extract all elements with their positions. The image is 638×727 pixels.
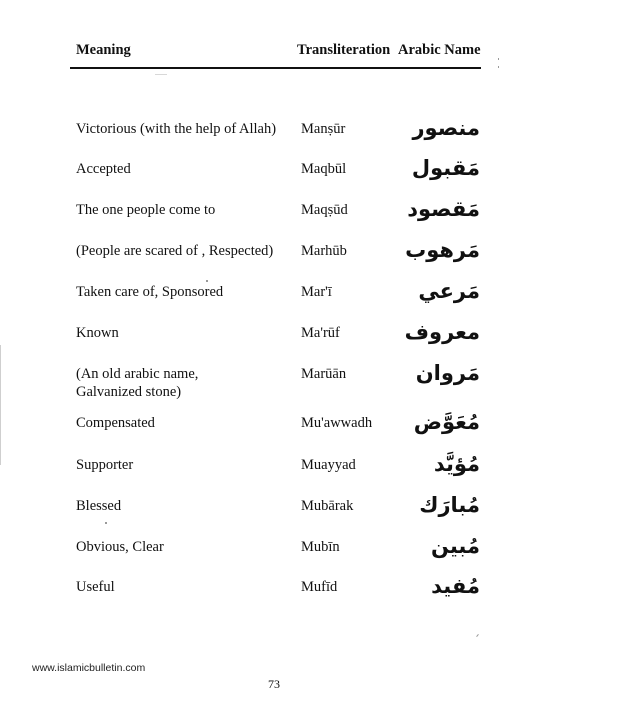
row-arabic-name: مَقصود: [407, 197, 480, 221]
row-meaning: Compensated: [76, 415, 155, 431]
row-meaning: (People are scared of , Respected): [76, 243, 274, 259]
row-meaning: (An old arabic name, Galvanized stone): [76, 366, 199, 400]
row-transliteration: Muayyad: [301, 457, 356, 473]
row-transliteration: Mar'ī: [301, 284, 332, 300]
scan-speck: [105, 522, 107, 524]
row-meaning: Obvious, Clear: [76, 539, 164, 555]
row-arabic-name: مُعَوَّض: [413, 410, 480, 434]
row-meaning: The one people come to: [76, 202, 216, 218]
row-arabic-name: مَروان: [415, 361, 480, 385]
scan-speck: [155, 74, 167, 75]
row-transliteration: Mu'awwadh: [301, 415, 373, 431]
scan-speck: [498, 58, 499, 60]
header-rule: [70, 67, 481, 69]
row-arabic-name: مُفيد: [431, 574, 480, 598]
row-transliteration: Ma'rūf: [301, 325, 340, 341]
row-meaning: Supporter: [76, 457, 134, 473]
header-transliteration: Transliteration: [297, 42, 391, 58]
row-transliteration: Maqṣūd: [301, 202, 348, 218]
row-arabic-name: مَرعي: [418, 279, 480, 303]
row-arabic-name: مُبين: [430, 534, 480, 558]
header-meaning: Meaning: [76, 42, 131, 58]
row-arabic-name: مَرهوب: [405, 238, 480, 262]
row-meaning: Taken care of, Sponsored: [76, 284, 224, 300]
row-transliteration: Manṣūr: [301, 121, 346, 137]
row-arabic-name: مُؤيَّد: [433, 452, 480, 476]
page-number: 73: [268, 677, 280, 691]
row-meaning: Known: [76, 325, 119, 341]
row-transliteration: Marhūb: [301, 243, 347, 259]
row-arabic-name: معروف: [404, 320, 480, 344]
row-transliteration: Mubīn: [301, 539, 340, 555]
row-meaning: Accepted: [76, 161, 131, 177]
footer-website-link[interactable]: www.islamicbulletin.com: [32, 662, 146, 674]
scan-speck: [206, 280, 208, 282]
row-meaning: Blessed: [76, 498, 122, 514]
row-transliteration: Mufīd: [301, 579, 338, 595]
scan-speck: [498, 66, 499, 68]
row-meaning: Victorious (with the help of Allah): [76, 121, 277, 137]
row-arabic-name: مُبارَك: [419, 493, 480, 517]
scan-margin-line: [0, 345, 1, 465]
row-transliteration: Maqbūl: [301, 161, 347, 177]
row-transliteration: Mubārak: [301, 498, 354, 514]
row-arabic-name: مَقبول: [411, 156, 480, 180]
row-meaning: Useful: [76, 579, 115, 595]
row-arabic-name: منصور: [412, 116, 480, 140]
header-arabic-name: Arabic Name: [398, 42, 481, 58]
scan-speck: [476, 634, 479, 637]
row-transliteration: Marūān: [301, 366, 347, 382]
